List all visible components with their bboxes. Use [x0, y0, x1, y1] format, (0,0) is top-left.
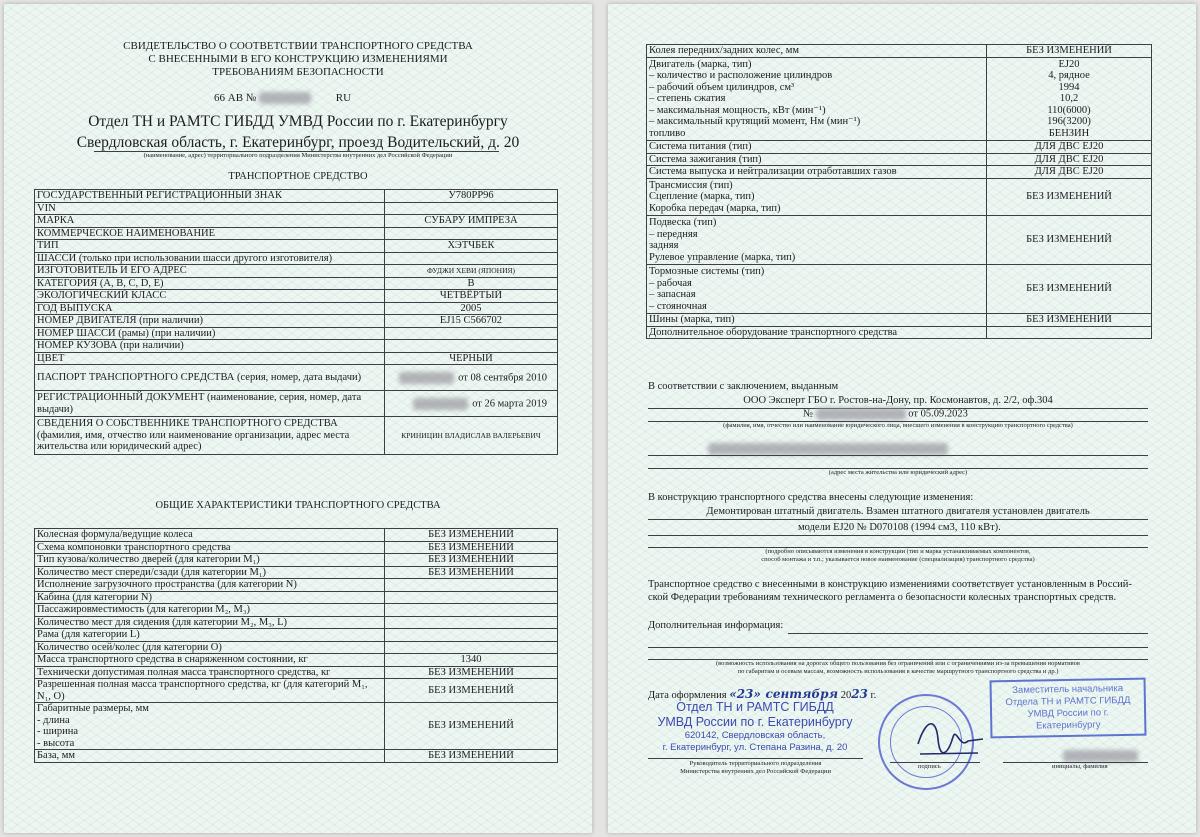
row-label: НОМЕР КУЗОВА (при наличии)	[35, 340, 385, 353]
row-label: Масса транспортного средства в снаряженном состоянии, кг	[35, 654, 385, 667]
head-caption: Руководитель территориального подразделения Министерства внутренних дел Российской Федерации	[680, 760, 831, 775]
table-row: Дополнительное оборудование транспортного средства	[647, 326, 1152, 339]
changes-line-1: Демонтирован штатный двигатель. Взамен штатного двигателя установлен двигатель	[706, 506, 1090, 517]
row-label: Схема компоновки транспортного средства	[35, 541, 385, 554]
row-value	[385, 202, 558, 215]
table-row	[35, 265, 558, 278]
table-row	[35, 529, 558, 542]
table-row	[35, 750, 558, 763]
residence-caption: (адрес места жительства или юридический адрес)	[828, 469, 968, 476]
row-value: 2005	[385, 302, 558, 315]
table-row	[35, 215, 558, 228]
row-label: Пассажировместимость (для категории M₂, M₃)	[35, 604, 385, 617]
transmission-row: Трансмиссия (тип) Сцепление (марка, тип) Коробка передач (марка, тип) БЕЗ ИЗМЕНЕНИЙ	[647, 178, 1152, 216]
conclusion-intro: В соответствии с заключением, выданным	[648, 381, 839, 392]
row-label: МАРКА	[35, 215, 385, 228]
table-row	[35, 679, 558, 703]
expert-caption: (фамилия, имя, отчество или наименование юридического лица, внесшего изменения в конструкцию транспортного средства)	[723, 422, 1073, 429]
row-label: ЭКОЛОГИЧЕСКИЙ КЛАСС	[35, 290, 385, 303]
table-row	[35, 579, 558, 592]
row-value: БЕЗ ИЗМЕНЕНИЙ	[385, 703, 558, 750]
changes-intro: В конструкцию транспортного средства внесены следующие изменения:	[648, 492, 974, 503]
authority-stamp: Отдел ТН и РАМТС ГИБДД УМВД России по г. Екатеринбургу 620142, Свердловская область, г. Екатеринбург, ул. Степана Разина, д. 20	[657, 700, 853, 753]
table-row	[35, 240, 558, 253]
row-value: СУБАРУ ИМПРЕЗА	[385, 215, 558, 228]
suspension-row: Подвеска (тип) – передняя задняя Рулевое управление (марка, тип) БЕЗ ИЗМЕНЕНИЙ	[647, 216, 1152, 265]
table-row	[35, 365, 558, 391]
row-value: БЕЗ ИЗМЕНЕНИЙ	[385, 750, 558, 763]
table-row	[35, 417, 558, 455]
document-title: СВИДЕТЕЛЬСТВО О СООТВЕТСТВИИ ТРАНСПОРТНОГО СРЕДСТВА С ВНЕСЕННЫМИ В ЕГО КОНСТРУКЦИЮ ИЗМЕНЕНИЯМИ ТРЕБОВАНИЯМ БЕЗОПАСНОСТИ	[123, 40, 473, 78]
table-row	[35, 703, 558, 750]
table-row	[35, 391, 558, 417]
row-value	[385, 629, 558, 642]
redacted-number	[399, 372, 454, 384]
table-row	[35, 202, 558, 215]
row-label: Разрешенная полная масса транспортного средства, кг (для категорий M₁, N₁, O)	[35, 679, 385, 703]
table-row	[35, 591, 558, 604]
row-value: от 08 сентября 2010	[385, 365, 558, 391]
row-value	[385, 252, 558, 265]
table-row: Система зажигания (тип) ДЛЯ ДВС EJ20	[647, 153, 1152, 166]
row-label: ИЗГОТОВИТЕЛЬ И ЕГО АДРЕС	[35, 265, 385, 278]
table-row	[35, 554, 558, 567]
roads-caption-2: по габаритам и осевым массам, возможность использования в качестве маршрутного транспортного средства и др.)	[737, 668, 1059, 675]
row-value	[385, 227, 558, 240]
roads-caption-1: (возможность использования на дорогах общего пользования без ограничений или с ограничениями из-за превышения нормативов	[715, 660, 1080, 667]
signature-caption: подпись	[918, 763, 941, 770]
table-row	[35, 340, 558, 353]
initials-caption: инициалы, фамилия	[1052, 763, 1108, 770]
authority-address: Свердловская область, г. Екатеринбург, проезд Водительский, д. 20	[76, 134, 520, 151]
row-label: Исполнение загрузочного пространства (для категории N)	[35, 579, 385, 592]
brakes-row: Тормозные системы (тип) – рабочая – запасная – стояночная БЕЗ ИЗМЕНЕНИЙ	[647, 265, 1152, 314]
additional-info-label: Дополнительная информация:	[648, 620, 784, 631]
row-label: Габаритные размеры, мм - длина - ширина - высота	[35, 703, 385, 750]
table-row	[35, 315, 558, 328]
row-label: ШАССИ (только при использовании шасси другого изготовителя)	[35, 252, 385, 265]
row-label: ЦВЕТ	[35, 352, 385, 365]
row-label: Рама (для категории L)	[35, 629, 385, 642]
row-label: ПАСПОРТ ТРАНСПОРТНОГО СРЕДСТВА (серия, номер, дата выдачи)	[35, 365, 385, 391]
deputy-stamp: Заместитель начальника Отдела ТН и РАМТС ГИБДД УМВД России по г. Екатеринбургу	[990, 678, 1147, 739]
table-row	[35, 654, 558, 667]
row-label: Количество мест спереди/сзади (для категории M₁)	[35, 566, 385, 579]
table-row	[35, 190, 558, 203]
row-value: ЧЕТВЁРТЫЙ	[385, 290, 558, 303]
row-value: БЕЗ ИЗМЕНЕНИЙ	[385, 666, 558, 679]
certificate-number: 66 АВ № RU	[214, 92, 352, 104]
row-label: НОМЕР ШАССИ (рамы) (при наличии)	[35, 327, 385, 340]
row-label: Технически допустимая полная масса транспортного средства, кг	[35, 666, 385, 679]
row-label: НОМЕР ДВИГАТЕЛЯ (при наличии)	[35, 315, 385, 328]
redacted-number	[259, 92, 311, 104]
issue-date: Дата оформления «23» сентября 2023 г.	[648, 687, 877, 701]
row-label: СВЕДЕНИЯ О СОБСТВЕННИКЕ ТРАНСПОРТНОГО СРЕДСТВА (фамилия, имя, отчество или наименование организации, адрес места жительства или юридический адрес)	[35, 417, 385, 455]
row-value	[385, 616, 558, 629]
table-row	[35, 604, 558, 617]
row-value: от 26 марта 2019	[385, 391, 558, 417]
row-label: РЕГИСТРАЦИОННЫЙ ДОКУМЕНТ (наименование, серия, номер, дата выдачи)	[35, 391, 385, 417]
row-value	[385, 641, 558, 654]
row-value: EJ15 C566702	[385, 315, 558, 328]
table-row	[35, 641, 558, 654]
row-label: VIN	[35, 202, 385, 215]
row-value	[385, 579, 558, 592]
table-row	[35, 277, 558, 290]
row-value: B	[385, 277, 558, 290]
redacted-number	[816, 408, 906, 420]
table-row	[35, 252, 558, 265]
issuing-authority: Отдел ТН и РАМТС ГИБДД УМВД России по г. Екатеринбургу	[88, 113, 508, 130]
row-label: Количество мест для сидения (для категории M₂, M₃, L)	[35, 616, 385, 629]
expert-organization: ООО Эксперт ГБО г. Ростов-на-Дону, пр. Космонавтов, д. 2/2, оф.304	[743, 395, 1053, 406]
certificate-page-front	[4, 4, 592, 833]
row-label: КАТЕГОРИЯ (A, B, C, D, E)	[35, 277, 385, 290]
table-row	[35, 629, 558, 642]
address-caption: (наименование, адрес) территориального подразделения Министерства внутренних дел Российской Федерации	[143, 152, 453, 159]
table-row	[35, 566, 558, 579]
changes-caption-1: (подробно описываются изменения в конструкции (тип и марка устанавливаемых компонентов,	[765, 548, 1031, 555]
row-label: ГОСУДАРСТВЕННЫЙ РЕГИСТРАЦИОННЫЙ ЗНАК	[35, 190, 385, 203]
row-value: КРИНИЦИН ВЛАДИСЛАВ ВАЛЕРЬЕВИЧ	[385, 417, 558, 455]
row-value	[385, 340, 558, 353]
row-value	[385, 604, 558, 617]
engine-row: Двигатель (марка, тип) – количество и расположение цилиндров – рабочий объем цилиндров, см³ – степень сжатия – максимальная мощность, кВт (мин⁻¹) – максимальный крутящий момент, Нм (мин⁻¹) топливо EJ20 4, рядное 1994 10,2 110(6000) 196(3200) БЕНЗИН	[647, 57, 1152, 141]
row-value: ЧЕРНЫЙ	[385, 352, 558, 365]
row-value: БЕЗ ИЗМЕНЕНИЙ	[385, 679, 558, 703]
table-row	[35, 227, 558, 240]
general-section-title: ОБЩИЕ ХАРАКТЕРИСТИКИ ТРАНСПОРТНОГО СРЕДСТВА	[155, 500, 441, 511]
row-value: БЕЗ ИЗМЕНЕНИЙ	[385, 541, 558, 554]
row-value: БЕЗ ИЗМЕНЕНИЙ	[385, 529, 558, 542]
changes-caption-2: способ монтажа и т.п.; указывается новое наименование (специализация) транспортного средства)	[761, 556, 1035, 563]
row-value: ХЭТЧБЕК	[385, 240, 558, 253]
row-value: БЕЗ ИЗМЕНЕНИЙ	[385, 554, 558, 567]
signature-icon	[908, 709, 988, 764]
table-row	[35, 352, 558, 365]
characteristics-table	[646, 44, 1152, 339]
row-label: Колесная формула/ведущие колеса	[35, 529, 385, 542]
redacted-number	[413, 398, 468, 410]
table-row	[35, 616, 558, 629]
table-row	[35, 290, 558, 303]
table-row: Шины (марка, тип) БЕЗ ИЗМЕНЕНИЙ	[647, 314, 1152, 327]
table-row	[35, 302, 558, 315]
row-label: ТИП	[35, 240, 385, 253]
row-value	[385, 327, 558, 340]
row-label: Кабина (для категории N)	[35, 591, 385, 604]
row-value: ФУДЖИ ХЕВИ (ЯПОНИЯ)	[385, 265, 558, 278]
compliance-statement: Транспортное средство с внесенными в конструкцию изменениями соответствует установленным в Россий- ской Федерации требованиям технического регламента о безопасности колесных транспортных средств.	[648, 579, 1132, 603]
row-value: 1340	[385, 654, 558, 667]
row-label: Тип кузова/количество дверей (для категории M₁)	[35, 554, 385, 567]
row-label: ГОД ВЫПУСКА	[35, 302, 385, 315]
vehicle-table	[34, 189, 558, 455]
table-row	[35, 541, 558, 554]
row-label: КОММЕРЧЕСКОЕ НАИМЕНОВАНИЕ	[35, 227, 385, 240]
row-label: База, мм	[35, 750, 385, 763]
table-row	[35, 666, 558, 679]
table-row: Система питания (тип) ДЛЯ ДВС EJ20	[647, 141, 1152, 154]
table-row	[35, 327, 558, 340]
row-value	[385, 591, 558, 604]
certificate-page-back	[608, 4, 1196, 833]
vehicle-section-title: ТРАНСПОРТНОЕ СРЕДСТВО	[228, 171, 368, 182]
table-row: Система выпуска и нейтрализации отработавших газов ДЛЯ ДВС EJ20	[647, 166, 1152, 179]
table-row: Колея передних/задних колес, мм БЕЗ ИЗМЕНЕНИЙ	[647, 45, 1152, 58]
row-value: БЕЗ ИЗМЕНЕНИЙ	[385, 566, 558, 579]
conclusion-number: № от 05.09.2023	[803, 408, 968, 420]
changes-line-2: модели EJ20 № D070108 (1994 см3, 110 кВт).	[798, 522, 1001, 533]
row-value: У780РР96	[385, 190, 558, 203]
row-label: Количество осей/колес (для категории O)	[35, 641, 385, 654]
general-table	[34, 528, 558, 763]
